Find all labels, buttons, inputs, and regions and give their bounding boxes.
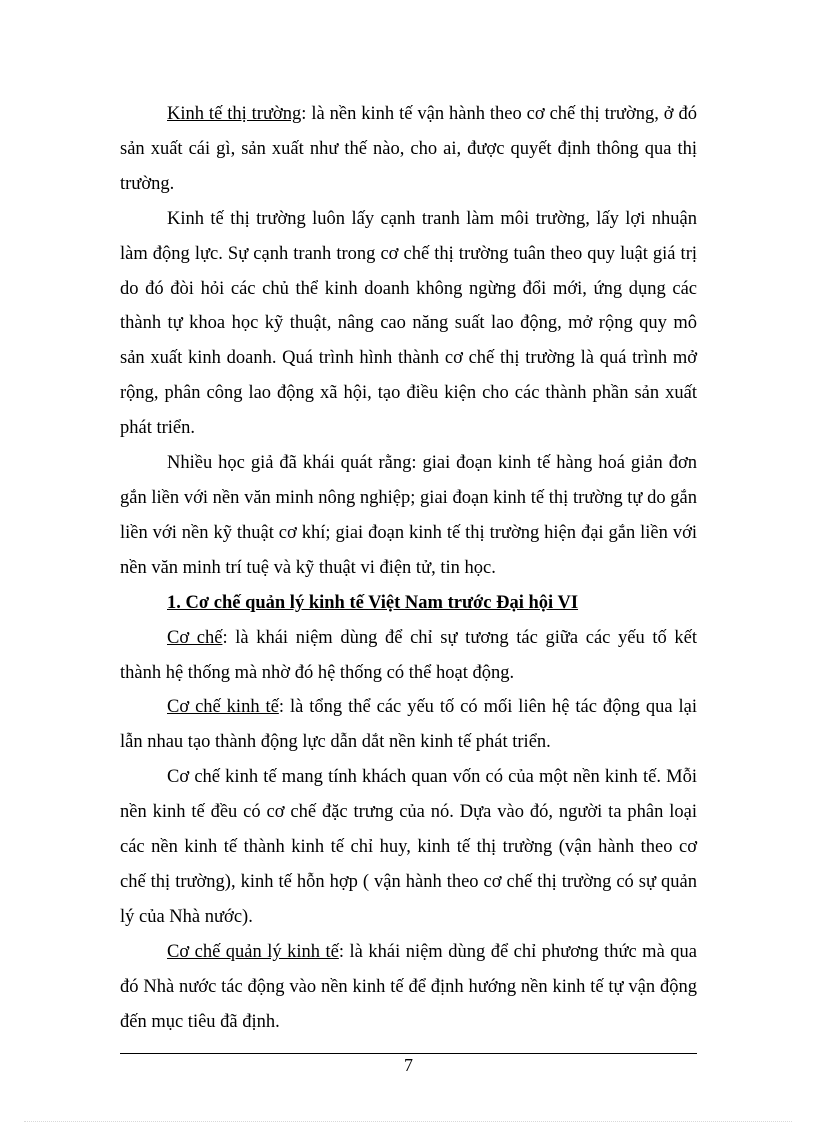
- body-text: [120, 97, 697, 1039]
- term-market-economy: Kinh tế thị trường: [167, 104, 302, 124]
- section-heading: 1. Cơ chế quản lý kinh tế Việt Nam trước Đại hội VI: [167, 592, 579, 613]
- paragraph-economic-management-mechanism: [120, 935, 697, 1040]
- paragraph-text: : là tổng thể các yếu tố có mối liên hệ tác động qua lại lẫn nhau tạo thành động lực dẫn dắt nền kinh tế phát triển.: [120, 697, 697, 753]
- paragraph-text: : là nền kinh tế vận hành theo cơ chế thị trường, ở đó sản xuất cái gì, sản xuất như thế nào, cho ai, được quyết định thông qua thị trường.: [120, 104, 697, 194]
- paragraph-market-economy-definition: [120, 97, 697, 202]
- paragraph-text: : là khái niệm dùng để chỉ phương thức mà qua đó Nhà nước tác động vào nền kinh tế để định hướng nền kinh tế tự vận động đến mục tiêu đã định.: [120, 941, 697, 1032]
- paragraph-text: Cơ chế kinh tế mang tính khách quan vốn có của một nền kinh tế. Mỗi nền kinh tế đều có cơ chế đặc trưng của nó. Dựa vào đó, người ta phân loại các nền kinh tế thành kinh tế chỉ huy, kinh tế thị trường (vận hành theo cơ chế thị trường), kinh tế hỗn hợp ( vận hành theo cơ chế thị trường có sự quản lý của Nhà nước).: [120, 767, 697, 927]
- term-economic-mechanism: Cơ chế kinh tế: [167, 697, 279, 718]
- paragraph-text: Kinh tế thị trường luôn lấy cạnh tranh làm môi trường, lấy lợi nhuận làm động lực. Sự cạnh tranh trong cơ chế thị trường tuân theo quy luật giá trị do đó đòi hỏi các chủ thể kinh doanh không ngừng đổi mới, ứng dụng các thành tự khoa học kỹ thuật, nâng cao năng suất lao động, mở rộng quy mô sản xuất kinh doanh. Quá trình hình thành cơ chế thị trường là quá trình mở rộng, phân công lao động xã hội, tạo điều kiện cho các thành phần sản xuất phát triển.: [120, 208, 697, 439]
- paragraph-competition: [120, 202, 697, 446]
- term-mechanism: Cơ chế: [167, 627, 223, 648]
- paragraph-text: : là khái niệm dùng để chỉ sự tương tác giữa các yếu tố kết thành hệ thống mà nhờ đó hệ thống có thể hoạt động.: [120, 627, 697, 683]
- paragraph-economic-mechanism-types: [120, 760, 697, 935]
- paragraph-text: Nhiều học giả đã khái quát rằng: giai đoạn kinh tế hàng hoá giản đơn gắn liền với nền văn minh nông nghiệp; giai đoạn kinh tế thị trường tự do gắn liền với nền kỹ thuật cơ khí; giai đoạn kinh tế thị trường hiện đại gắn liền với nền văn minh trí tuệ và kỹ thuật vi điện tử, tin học.: [120, 453, 697, 578]
- page-bottom-border: [24, 1121, 792, 1122]
- paragraph-mechanism-definition: [120, 621, 697, 691]
- paragraph-economic-stages: [120, 446, 697, 586]
- paragraph-economic-mechanism-definition: [120, 690, 697, 760]
- page-number: 7: [404, 1055, 413, 1075]
- term-economic-management-mechanism: Cơ chế quản lý kinh tế: [167, 941, 339, 962]
